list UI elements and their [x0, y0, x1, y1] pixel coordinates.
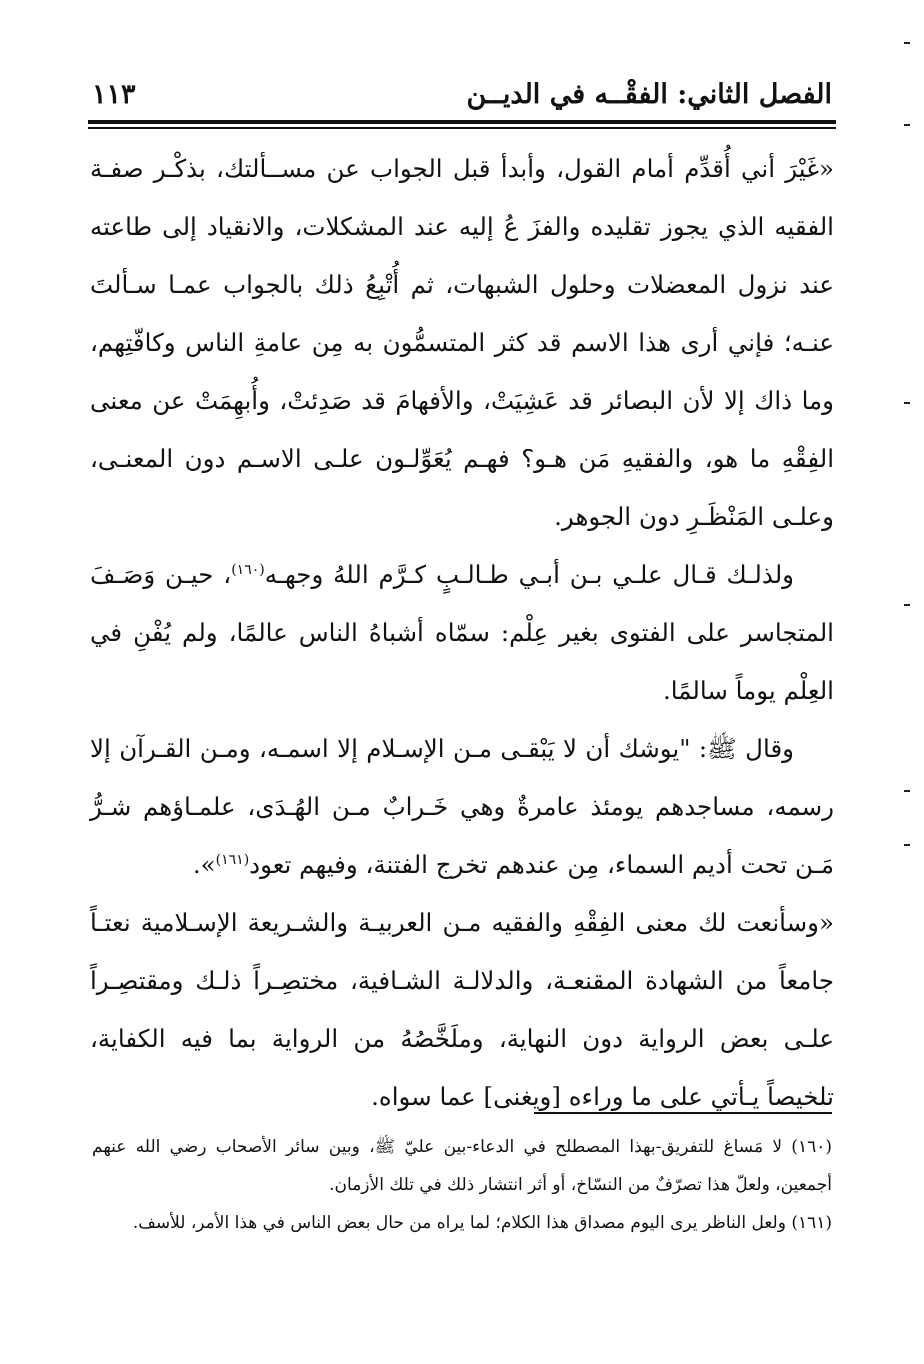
body-text [90, 140, 834, 1126]
paragraph-quote-opening: «غَيْرَ أني أُقدِّم أمام القول، وأبدأ قبل الجواب عن مســألتك، بذكْـر صفـة الفقيه الذي يجوز تقليده والفزَ عُ إليه عند المشكلات، والانقياد إلى طاعته عند نزول المعضلات وحلول الشبهات، ثم أُتْبِعُ ذلك بالجواب عمـا سـألتَ عنـه؛ فإني أرى هذا الاسم قد كثر المتسمُّون به مِن عامةِ الناس وكافّتِهم، وما ذاك إلا لأن البصائر قد عَشِيَتْ، والأفهامَ قد صَدِئتْ، وأُبهِمَتْ عن معنى الفِقْهِ ما هو، والفقيهِ مَن هـو؟ فهـم يُعَوِّلـون علـى الاسـم دون المعنـى، وعلـى المَنْظَـرِ دون الجوهر. [90, 154, 834, 531]
page-number: ١١٣ [92, 78, 136, 110]
scan-margin-mark [904, 402, 910, 404]
scan-margin-mark [904, 790, 910, 792]
footnote-ref-161[interactable]: (١٦١) [215, 851, 250, 868]
paragraph-ali-saying [90, 546, 834, 720]
ali-text: ولذلـك قـال علـي بـن أبـي طـالـبٍ كـرَّم اللهُ وجهـه [264, 560, 794, 589]
scan-margin-mark [904, 604, 910, 606]
header-rule-thin [88, 127, 836, 129]
scan-margin-mark [904, 42, 910, 44]
footnote-separator [534, 1112, 832, 1114]
scan-margin-mark [904, 124, 910, 126]
paragraph-hadith [90, 720, 834, 894]
footnote-161: (١٦١) ولعل الناظر يرى اليوم مصداق هذا الكلام؛ لما يراه من حال بعض الناس في هذا الأمر، للأسف. [132, 1213, 832, 1233]
hadith-text: وقال ﷺ: "يوشك أن لا يَبْقـى مـن الإسـلام إلا اسمـه، ومـن القـرآن إلا رسمه، مساجدهم يومئذ عامرةٌ وهي خَـرابٌ مـن الهُـدَى، علمـاؤهم شـرُّ مَـن تحت أديم السماء، مِن عندهم تخرج الفتنة، وفيهم تعود [90, 734, 834, 879]
ali-text-cont: ، حيـن وَصَـفَ المتجاسر على الفتوى بغير عِلْم: سمّاه أشباهُ الناس عالمًا، ولم يُفْنِ في العِلْم يوماً سالمًا. [90, 560, 834, 705]
scan-margin-mark [904, 844, 910, 846]
footnote-ref-160[interactable]: (١٦٠) [231, 561, 265, 578]
hadith-close: ». [192, 850, 216, 879]
paragraph-quote-closing: «وسأنعت لك معنى الفِقْهِ والفقيه مـن العربيـة والشـريعة الإسـلامية نعتـاً جامعاً من الشهادة المقنعـة، والدلالـة الشـافية، مختصِـراً ذلـك ومقتصِـراً علـى بعض الرواية دون النهاية، وملَخَّصُهُ من الرواية بما فيه الكفاية، تلخيصاً يـأتي على ما وراءه [ويغنى] عما سواه. [90, 908, 834, 1111]
header-rule-thick [88, 120, 836, 124]
running-header [92, 72, 832, 116]
chapter-title: الفصل الثاني: الفقْــه في الديــن [466, 78, 832, 110]
footnotes [92, 1128, 832, 1242]
footnote-160: (١٦٠) لا مَساغ للتفريق-بهذا المصطلح في الدعاء-بين عليّ ﷺ، وبين سائر الأصحاب رضي الله عنهم أجمعين، ولعلّ هذا تصرّفٌ من النسّاخ، أو أثر انتشار ذلك في تلك الأزمان. [92, 1137, 832, 1195]
